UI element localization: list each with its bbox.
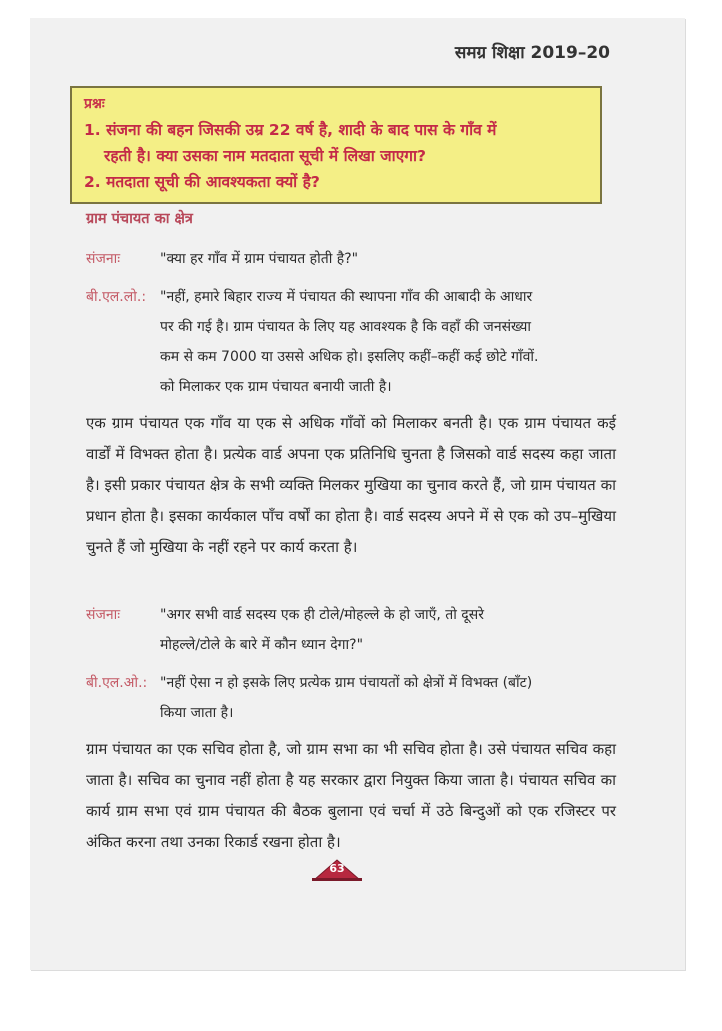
dialogue-line: "नहीं ऐसा न हो इसके लिए प्रत्येक ग्राम पंचायतों को क्षेत्रों में विभक्त (बाँट) [160,675,533,691]
dialogue-1 [86,244,358,274]
speaker-label: संजनाः [86,251,121,267]
dialogue-text [160,282,538,402]
speaker-label: बी.एल.लो.: [86,289,147,305]
question-1-line1: 1. संजना की बहन जिसकी उम्र 22 वर्ष है, शादी के बाद पास के गाँव में [84,121,497,139]
page-number: 63 [329,862,345,875]
dialogue-line: को मिलाकर एक ग्राम पंचायत बनायी जाती है। [160,379,392,395]
dialogue-line: कम से कम 7000 या उससे अधिक हो। इसलिए कहीं–कहीं कई छोटे गाँवों. [160,349,539,365]
question-2: 2. मतदाता सूची की आवश्यकता क्यों है? [84,173,320,191]
section-title: ग्राम पंचायत का क्षेत्र [86,211,193,227]
dialogue-text: "क्या हर गाँव में ग्राम पंचायत होती है?" [160,251,359,267]
dialogue-2 [86,282,538,402]
speaker-label: संजनाः [86,607,121,623]
dialogue-text [160,668,532,728]
dialogue-line: "नहीं, हमारे बिहार राज्य में पंचायत की स्थापना गाँव की आबादी के आधार [160,289,533,305]
dialogue-text [160,600,484,660]
question-1-line2: रहती है। क्या उसका नाम मतदाता सूची में लिखा जाएगा? [104,147,427,165]
dialogue-line: "अगर सभी वार्ड सदस्य एक ही टोले/मोहल्ले के हो जाएँ, तो दूसरे [160,607,484,623]
dialogue-4 [86,668,532,728]
dialogue-line: मोहल्ले/टोले के बारे में कौन ध्यान देगा?" [160,637,364,653]
dialogue-3 [86,600,484,660]
paragraph-1: एक ग्राम पंचायत एक गाँव या एक से अधिक गाँवों को मिलाकर बनती है। एक ग्राम पंचायत कई वार्डों में विभक्त होता है। प्रत्येक वार्ड अपना एक प्रतिनिधि चुनता है जिसको वार्ड सदस्य कहा जाता है। इसी प्रकार पंचायत क्षेत्र के सभी व्यक्ति मिलकर मुखिया का चुनाव करते हैं, जो ग्राम पंचायत का प्रधान होता है। इसका कार्यकाल पाँच वर्षों का होता है। वार्ड सदस्य अपने में से एक को उप–मुखिया चुनते हैं जो मुखिया के नहीं रहने पर कार्य करता है। [86,414,616,556]
question-label: प्रश्नः [84,96,105,112]
speaker-label: बी.एल.ओ.: [86,675,148,691]
page-number-badge [310,858,364,882]
paragraph-2: ग्राम पंचायत का एक सचिव होता है, जो ग्राम सभा का भी सचिव होता है। उसे पंचायत सचिव कहा जाता है। सचिव का चुनाव नहीं होता है यह सरकार द्वारा नियुक्त किया जाता है। पंचायत सचिव का कार्य ग्राम सभा एवं ग्राम पंचायत की बैठक बुलाना एवं चर्चा में उठे बिन्दुओं को एक रजिस्टर पर अंकित करना तथा उनका रिकार्ड रखना होता है। [86,740,616,851]
dialogue-line: पर की गई है। ग्राम पंचायत के लिए यह आवश्यक है कि वहाँ की जनसंख्या [160,319,531,335]
question-box [70,86,602,204]
page-header: समग्र शिक्षा 2019–20 [454,43,610,63]
question-1 [84,117,588,169]
dialogue-line: किया जाता है। [160,705,234,721]
